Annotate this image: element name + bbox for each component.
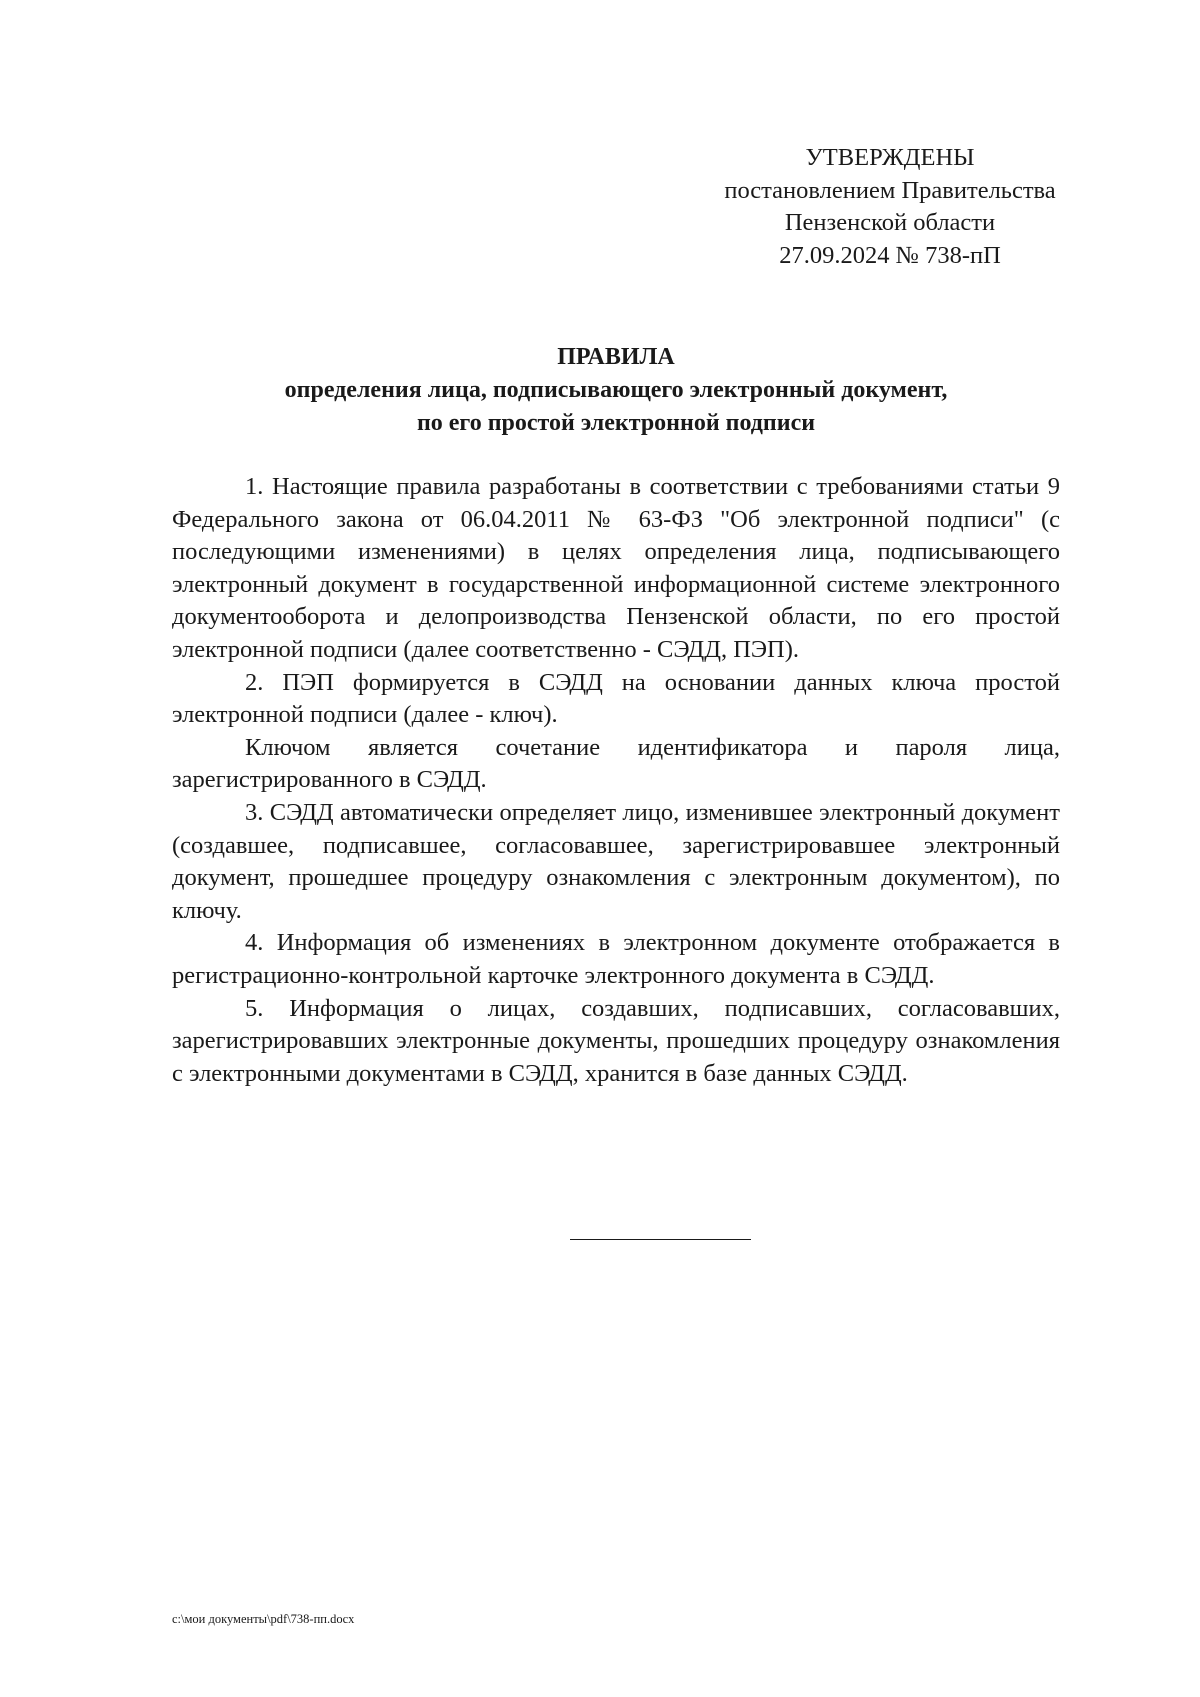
approval-block (720, 142, 1060, 272)
paragraph-1: 1. Настоящие правила разработаны в соответствии с требованиями статьи 9 Федерального закона от 06.04.2011 № 63-ФЗ "Об электронной подписи" (с последующими изменениями) в целях определения лица, подписывающего электронный документ в государственной информационной системе электронного документооборота и делопроизводства Пензенской области, по его простой электронной подписи (далее соответственно - СЭДД, ПЭП). (172, 473, 1060, 663)
paragraph-2-continued: Ключом является сочетание идентификатора и пароля лица, зарегистрированного в СЭДД. (172, 733, 1060, 794)
document-subtitle-line-1: определения лица, подписывающего электронный документ, (284, 377, 948, 403)
document-body (172, 471, 1060, 1090)
document-subtitle-line-2: по его простой электронной подписи (416, 410, 816, 436)
paragraph-4: 4. Информация об изменениях в электронном документе отображается в регистрационно-контрольной карточке электронного документа в СЭДД. (172, 929, 1060, 989)
document-heading (172, 341, 1060, 440)
document-title: ПРАВИЛА (557, 344, 675, 370)
footer-file-path: c:\мои документы\pdf\738-пп.docx (172, 1612, 355, 1626)
approval-title: УТВЕРЖДЕНЫ (805, 144, 975, 171)
approval-line-region: Пензенской области (784, 209, 996, 236)
approval-line-date-number: 27.09.2024 № 738-пП (779, 241, 1001, 269)
closing-separator-line (570, 1239, 751, 1240)
paragraph-3: 3. СЭДД автоматически определяет лицо, изменившее электронный документ (создавшее, подписавшее, согласовавшее, зарегистрировавшее электронный документ, прошедшее процедуру ознакомления с электронным документом), по ключу. (172, 798, 1060, 924)
paragraph-2: 2. ПЭП формируется в СЭДД на основании данных ключа простой электронной подписи (далее - ключ). (172, 668, 1060, 729)
approval-line-decree: постановлением Правительства (724, 176, 1056, 204)
paragraph-5: 5. Информация о лицах, создавших, подписавших, согласовавших, зарегистрировавших электронные документы, прошедших процедуру ознакомления с электронными документами в СЭДД, хранится в базе данных СЭДД. (172, 994, 1060, 1087)
